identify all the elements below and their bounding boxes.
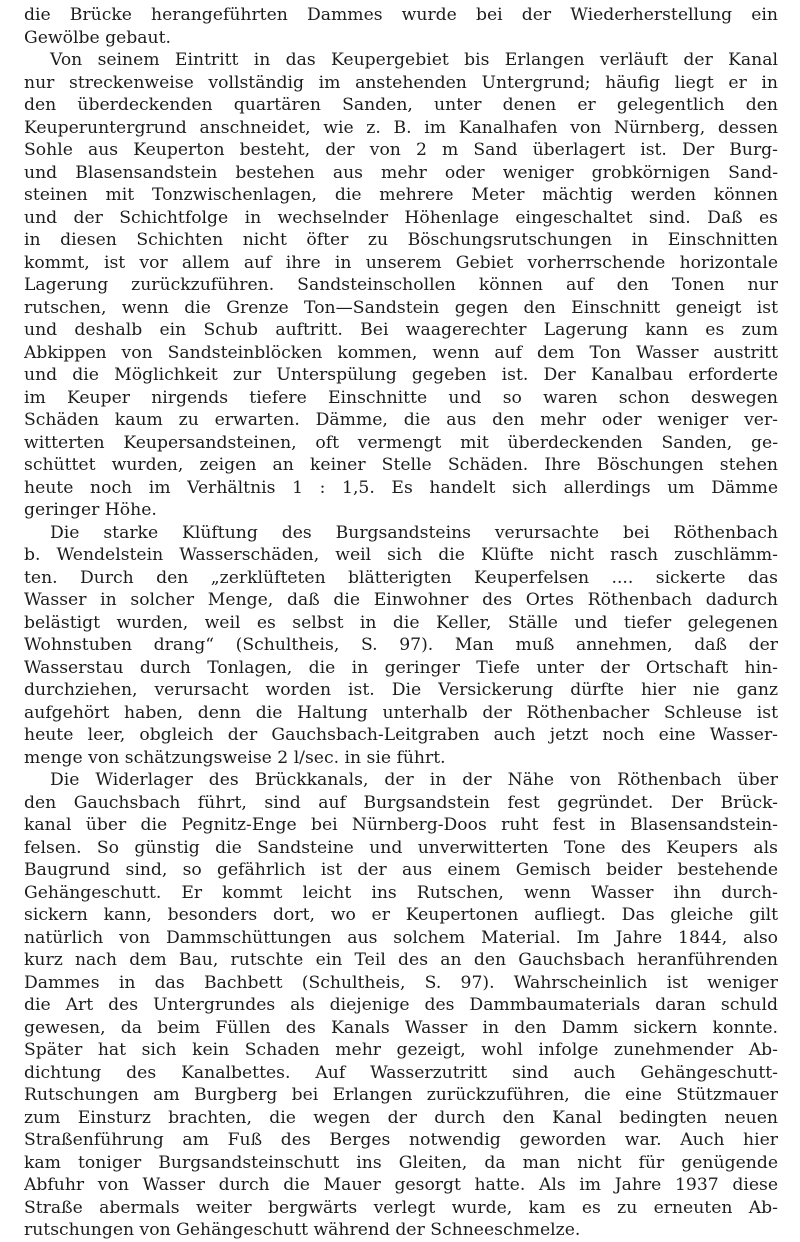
- text-line: Die starke Klüftung des Burgsandsteins verursachte bei Röthenbach: [50, 522, 778, 543]
- text-line: und der Schichtfolge in wechselnder Höhenlage eingeschaltet sind. Daß es: [24, 207, 778, 228]
- text-line: nur streckenweise vollständig im anstehenden Untergrund; häufig liegt er in: [24, 72, 778, 93]
- text-line: kurz nach dem Bau, rutschte ein Teil des an den Gauchsbach heranführenden: [24, 950, 778, 970]
- text-line: kanal über die Pegnitz-Enge bei Nürnberg-Doos ruht fest in Blasensandstein-: [24, 815, 778, 835]
- text-line: Gewölbe gebaut.: [24, 27, 171, 48]
- text-line: Lagerung zurückzuführen. Sandsteinschollen können auf den Tonen nur: [24, 275, 778, 295]
- text-line: aufgehört haben, denn die Haltung unterhalb der Röthenbacher Schleuse ist: [24, 702, 778, 723]
- text-line: Die Widerlager des Brückkanals, der in der Nähe von Röthenbach über: [50, 770, 778, 790]
- text-line: den überdeckenden quartären Sanden, unter denen er gelegentlich den: [24, 95, 778, 115]
- text-line: die Brücke herangeführten Dammes wurde bei der Wiederherstellung ein: [24, 5, 778, 25]
- paragraph: [24, 49, 778, 522]
- text-line: Keuperuntergrund anschneidet, wie z. B. im Kanalhafen von Nürnberg, dessen: [24, 117, 778, 138]
- text-line: Abkippen von Sandsteinblöcken kommen, wenn auf dem Ton Wasser austritt: [24, 342, 778, 363]
- text-line: Straßenführung am Fuß des Berges notwendig geworden war. Auch hier: [24, 1130, 778, 1150]
- text-line: kommt, ist vor allem auf ihre in unserem Gebiet vorherrschende horizontale: [24, 252, 778, 273]
- text-line: felsen. So günstig die Sandsteine und unverwitterten Tone des Keupers als: [24, 837, 778, 858]
- text-line: Gehängeschutt. Er kommt leicht ins Rutschen, wenn Wasser ihn durch-: [24, 882, 778, 903]
- text-line: Wohnstuben drang“ (Schultheis, S. 97). Man muß annehmen, daß der: [24, 635, 778, 655]
- text-line: den Gauchsbach führt, sind auf Burgsandstein fest gegründet. Der Brück-: [24, 792, 778, 813]
- text-line: b. Wendelstein Wasserschäden, weil sich die Klüfte nicht rasch zuschlämm-: [24, 545, 778, 565]
- text-line: Schäden kaum zu erwarten. Dämme, die aus den mehr oder weniger ver-: [24, 410, 778, 430]
- text-line: zum Einsturz brachten, die wegen der durch den Kanal bedingten neuen: [24, 1107, 778, 1128]
- text-line: rutschen, wenn die Grenze Ton—Sandstein gegen den Einschnitt geneigt ist: [24, 297, 778, 318]
- text-line: im Keuper nirgends tiefere Einschnitte und so waren schon deswegen: [24, 387, 778, 408]
- text-line: rutschungen von Gehängeschutt während der Schneeschmelze.: [24, 1220, 581, 1240]
- text-line: und Blasensandstein bestehen aus mehr oder weniger grobkörnigen Sand-: [24, 162, 778, 183]
- text-line: durchziehen, verursacht worden ist. Die Versickerung dürfte hier nie ganz: [24, 680, 778, 700]
- text-line: sickern kann, besonders dort, wo er Keupertonen aufliegt. Das gleiche gilt: [24, 905, 778, 925]
- text-line: in diesen Schichten nicht öfter zu Böschungsrutschungen in Einschnitten: [24, 230, 778, 250]
- text-line: die Art des Untergrundes als diejenige des Dammbaumaterials daran schuld: [24, 995, 778, 1015]
- paragraph: [24, 4, 778, 49]
- text-line: schüttet wurden, zeigen an keiner Stelle Schäden. Ihre Böschungen stehen: [24, 455, 778, 475]
- text-line: heute noch im Verhältnis 1 : 1,5. Es handelt sich allerdings um Dämme: [24, 477, 778, 498]
- text-line: Von seinem Eintritt in das Keupergebiet bis Erlangen verläuft der Kanal: [50, 50, 778, 70]
- text-line: steinen mit Tonzwischenlagen, die mehrere Meter mächtig werden können: [24, 185, 778, 205]
- text-line: Dammes in das Bachbett (Schultheis, S. 97). Wahrscheinlich ist weniger: [24, 972, 778, 993]
- text-line: Sohle aus Keuperton besteht, der von 2 m Sand überlagert ist. Der Burg-: [24, 140, 778, 160]
- text-line: Rutschungen am Burgberg bei Erlangen zurückzuführen, die eine Stützmauer: [24, 1085, 778, 1105]
- text-line: Wasser in solcher Menge, daß die Einwohner des Ortes Röthenbach dadurch: [24, 590, 778, 610]
- text-line: und deshalb ein Schub auftritt. Bei waagerechter Lagerung kann es zum: [24, 320, 778, 340]
- text-line: ten. Durch den „zerklüfteten blätterigten Keuperfelsen .... sickerte das: [24, 567, 778, 588]
- text-line: dichtung des Kanalbettes. Auf Wasserzutritt sind auch Gehängeschutt-: [24, 1062, 778, 1083]
- text-line: belästigt wurden, weil es selbst in die Keller, Ställe und tiefer gelegenen: [24, 612, 778, 633]
- text-line: Straße abermals weiter bergwärts verlegt wurde, kam es zu erneuten Ab-: [24, 1197, 778, 1218]
- text-line: Wasserstau durch Tonlagen, die in geringer Tiefe unter der Ortschaft hin-: [24, 657, 778, 678]
- paragraph: [24, 522, 778, 770]
- text-line: menge von schätzungsweise 2 l/sec. in sie führt.: [24, 747, 446, 768]
- text-line: gewesen, da beim Füllen des Kanals Wasser in den Damm sickern konnte.: [24, 1017, 778, 1038]
- text-line: Abfuhr von Wasser durch die Mauer gesorgt hatte. Als im Jahre 1937 diese: [24, 1175, 778, 1195]
- text-line: Baugrund sind, so gefährlich ist der aus einem Gemisch beider bestehende: [24, 860, 778, 880]
- text-body: [24, 4, 778, 1242]
- text-line: natürlich von Dammschüttungen aus solchem Material. Im Jahre 1844, also: [24, 927, 778, 948]
- text-line: witterten Keupersandsteinen, oft vermengt mit überdeckenden Sanden, ge-: [24, 432, 778, 453]
- text-line: heute leer, obgleich der Gauchsbach-Leitgraben auch jetzt noch eine Wasser-: [24, 725, 778, 745]
- paragraph: [24, 769, 778, 1242]
- text-line: Später hat sich kein Schaden mehr gezeigt, wohl infolge zunehmender Ab-: [24, 1040, 778, 1060]
- text-line: geringer Höhe.: [24, 500, 157, 520]
- text-line: und die Möglichkeit zur Unterspülung gegeben ist. Der Kanalbau erforderte: [24, 365, 778, 385]
- text-line: kam toniger Burgsandsteinschutt ins Gleiten, da man nicht für genügende: [24, 1152, 778, 1173]
